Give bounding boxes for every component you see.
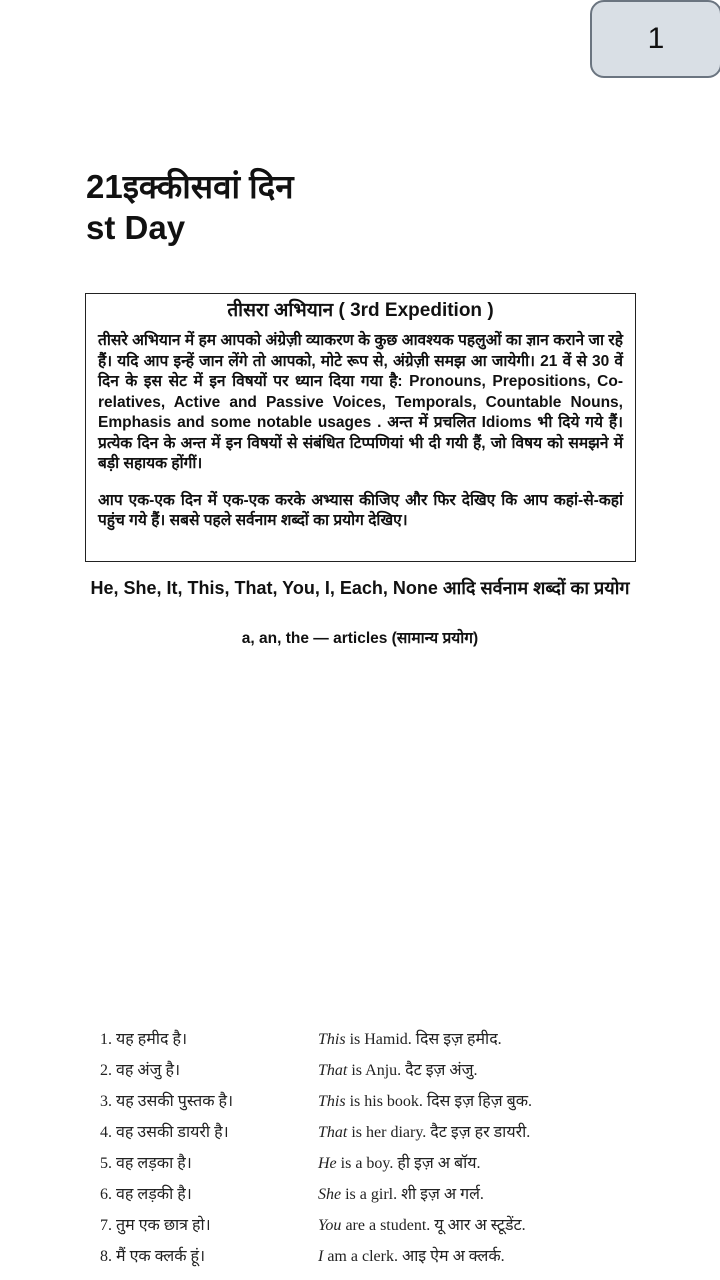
title-line-1: 21इक्कीसवां दिन [86,168,294,205]
expedition-intro: तीसरे अभियान में हम आपको अंग्रेज़ी व्याकरण के कुछ आवश्यक पहलुओं का ज्ञान कराने जा रहे हैं। यदि आप इन्हें जान लेंगे तो आपको, मोटे रूप से, अंग्रेज़ी समझ आ जायेगी। 21 वें से 30 वें दिन के इस सेट में इन विषयों पर ध्यान दिया गया है: Pronouns, Prepositions, Co-relatives, Active and Passive Voices, Temporals, Countable Nouns, Emphasis and some notable usages . अन्त में प्रचलित Idioms भी दिये गये हैं। प्रत्येक दिन के अन्त में इन विषयों से संबंधित टिप्पणियां भी दी गयी हैं, जो विषय को समझने में बड़ी सहायक होंगीं। [98,332,623,472]
example-english [318,1244,540,1266]
page-title [86,166,294,248]
example-english [318,1120,540,1142]
example-rest: is his book. दिस इज़ हिज़ बुक. [345,1092,533,1110]
example-rest: are a student. यू आर अ स्टूडेंट. [341,1216,526,1234]
example-english [318,1058,540,1080]
example-subject: This [318,1092,346,1110]
page-bottom-edge [0,1272,720,1280]
example-english [318,1027,540,1049]
example-hindi: 8. मैं एक क्लर्क हूं। [100,1247,206,1265]
example-rest: is her diary. दैट इज़ हर डायरी. [347,1123,531,1141]
example-subject: He [318,1154,337,1172]
example-english [318,1089,540,1111]
example-row [100,1084,540,1115]
example-subject: I [318,1247,324,1265]
example-row [100,1177,540,1208]
pronouns-heading: He, She, It, This, That, You, I, Each, None आदि सर्वनाम शब्दों का प्रयोग [90,578,630,598]
example-english [318,1182,540,1204]
example-hindi: 2. वह अंजु है। [100,1061,181,1079]
example-hindi: 1. यह हमीद है। [100,1030,188,1048]
title-line-2: st Day [86,209,186,246]
example-hindi: 4. वह उसकी डायरी है। [100,1123,229,1141]
example-subject: You [318,1216,342,1234]
expedition-box [85,293,636,562]
example-subject: That [318,1061,348,1079]
example-row [100,1053,540,1084]
example-row [100,1208,540,1239]
example-rest: is a boy. ही इज़ अ बॉय. [336,1154,481,1172]
example-hindi: 6. वह लड़की है। [100,1185,192,1203]
example-rest: is Anju. दैट इज़ अंजु. [347,1061,478,1079]
articles-heading: a, an, the — articles (सामान्य प्रयोग) [241,630,479,647]
expedition-title: तीसरा अभियान ( 3rd Expedition ) [227,300,494,321]
example-rest: is a girl. शी इज़ अ गर्ल. [341,1185,484,1203]
example-english [318,1213,540,1235]
example-rest: am a clerk. आइ ऐम अ क्लर्क. [323,1247,505,1265]
example-english [318,1151,540,1173]
example-hindi: 3. यह उसकी पुस्तक है। [100,1092,234,1110]
example-hindi: 7. तुम एक छात्र हो। [100,1216,211,1234]
expedition-instruction: आप एक-एक दिन में एक-एक करके अभ्यास कीजिए और फिर देखिए कि आप कहां-से-कहां पहुंच गये हैं। सबसे पहले सर्वनाम शब्दों का प्रयोग देखिए। [98,491,623,529]
example-rest: is Hamid. दिस इज़ हमीद. [345,1030,502,1048]
example-hindi: 5. वह लड़का है। [100,1154,192,1172]
page-number-badge[interactable] [590,0,720,78]
example-row [100,1022,540,1053]
example-subject: That [318,1123,348,1141]
example-subject: She [318,1185,342,1203]
example-row [100,1146,540,1177]
examples-list [100,1022,540,1270]
example-subject: This [318,1030,346,1048]
page-number: 1 [647,22,665,55]
example-row [100,1239,540,1270]
example-row [100,1115,540,1146]
